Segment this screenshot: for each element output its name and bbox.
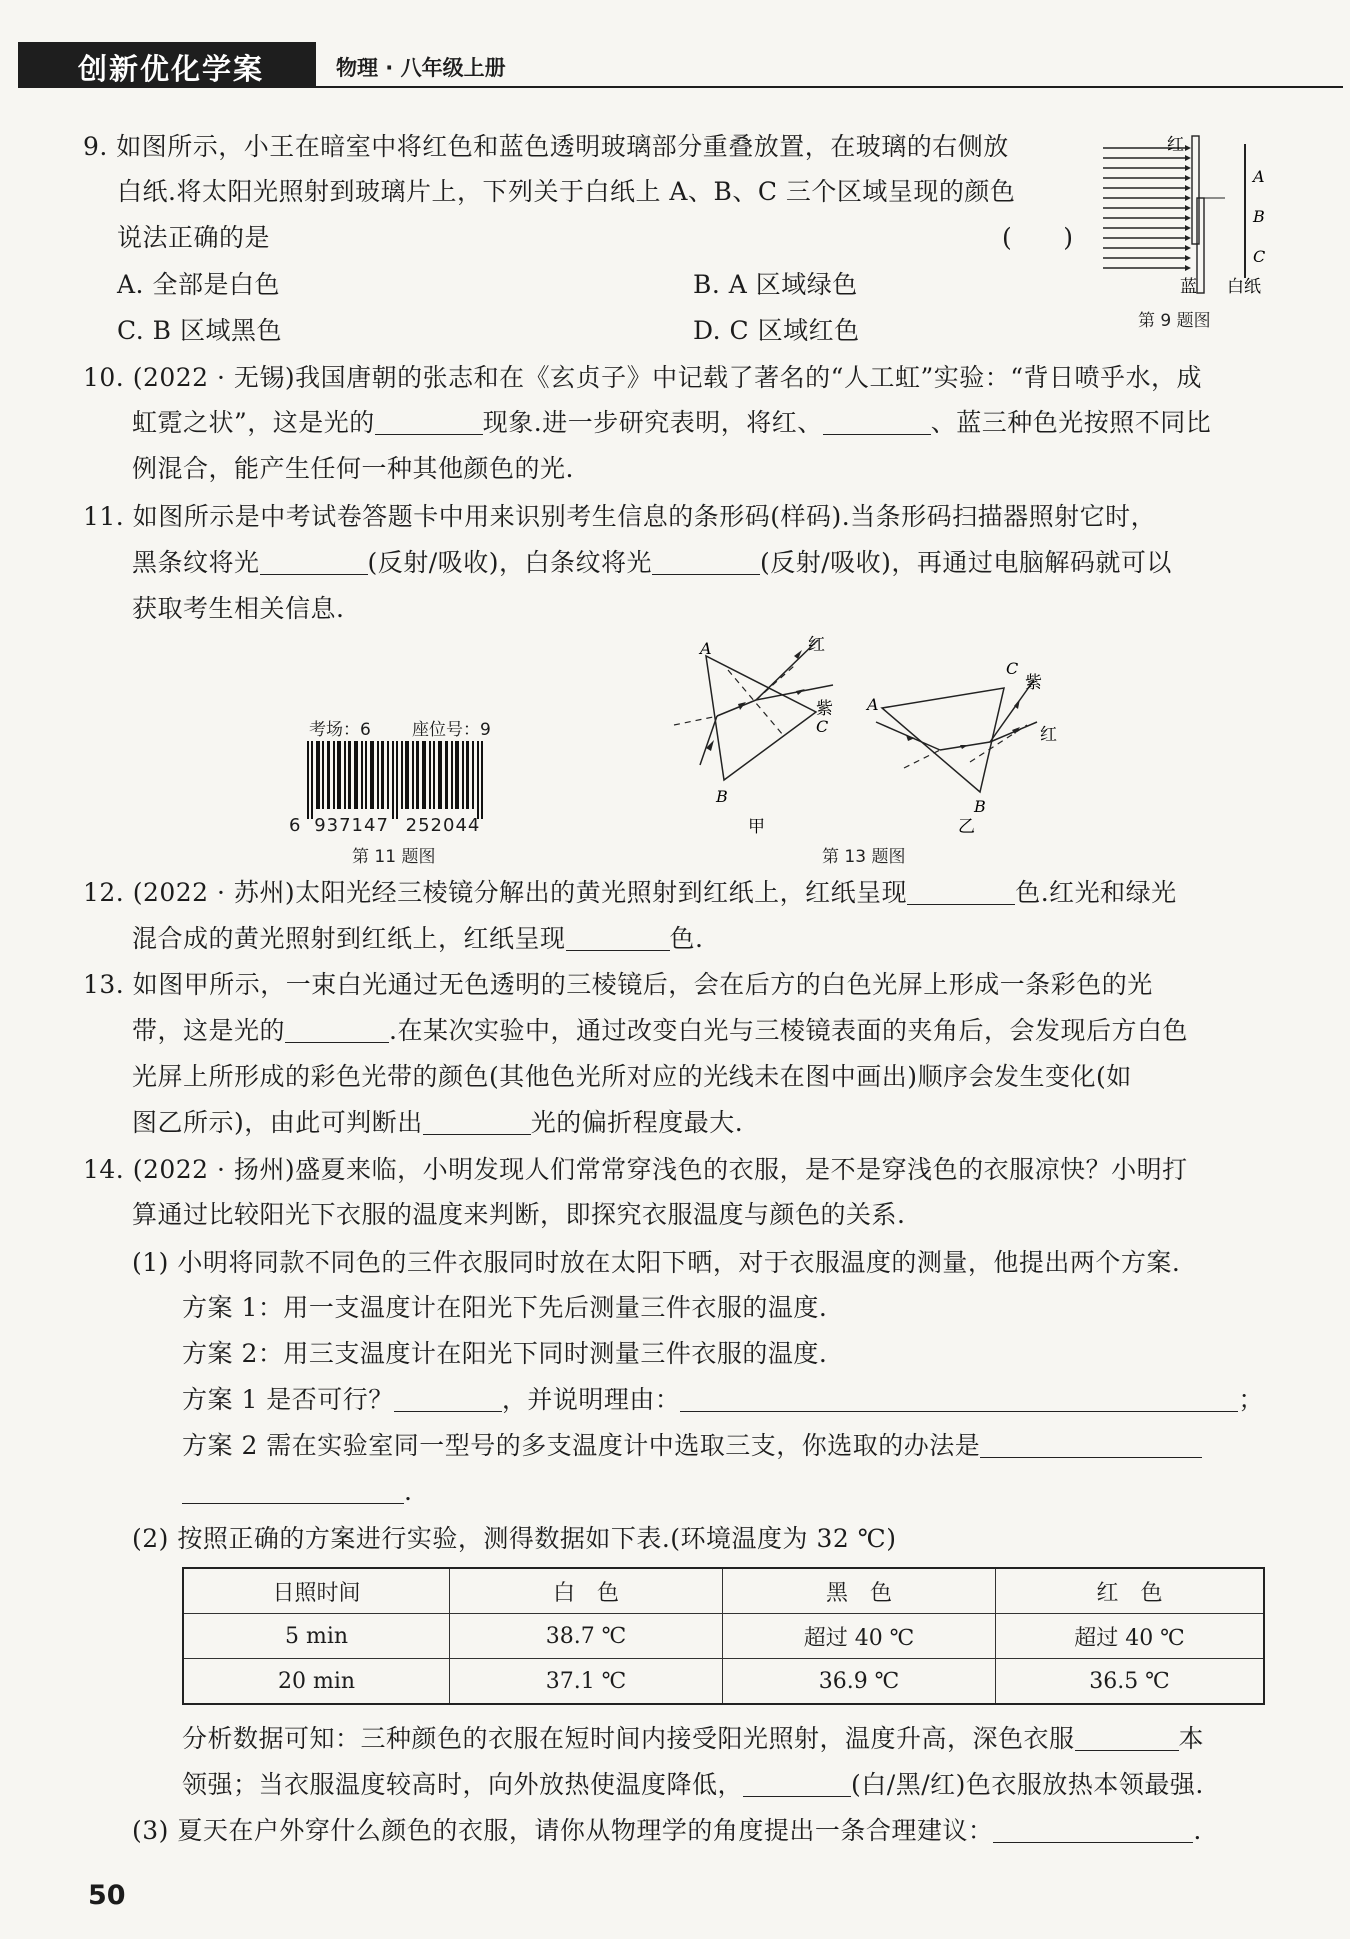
jia-label-purple: 紫	[816, 699, 833, 719]
table-cell: 36.9 ℃	[723, 1659, 996, 1705]
table-row	[183, 1659, 1264, 1705]
q9-label-red: 红	[1167, 135, 1184, 155]
header-rule	[316, 86, 1343, 88]
table-header-cell: 白 色	[450, 1568, 723, 1614]
q10-blank-2[interactable]	[823, 408, 931, 435]
page-number: 50	[88, 1880, 126, 1911]
q14-ask1-text-b: ，并说明理由：	[501, 1385, 681, 1414]
q10-blank-1[interactable]	[375, 408, 483, 435]
q14-blank-suggestion[interactable]	[993, 1816, 1193, 1843]
q14-ask-2	[182, 1429, 1202, 1463]
header-brand: 创新优化学案	[78, 52, 265, 86]
q10-line-2	[132, 406, 1211, 440]
q9-option-a[interactable]: A. 全部是白色	[117, 270, 280, 299]
yi-label-a: A	[867, 695, 879, 714]
barcode-seat: 座位号：9	[412, 720, 491, 740]
q10-line-3: 例混合，能产生任何一种其他颜色的光.	[132, 454, 574, 483]
q9-line-3: 说法正确的是	[117, 223, 271, 252]
q9-option-c[interactable]: C. B 区域黑色	[117, 316, 282, 345]
q11-blank-2[interactable]	[652, 548, 760, 575]
q12-text-a: 12. (2022 · 苏州)太阳光经三棱镜分解出的黄光照射到红纸上，红纸呈现	[83, 878, 908, 907]
q11-figure-caption: 第 11 题图	[352, 847, 436, 867]
q14-blank-reason[interactable]	[680, 1385, 1238, 1412]
q14-blank-feasible[interactable]	[394, 1385, 502, 1412]
table-cell: 36.5 ℃	[996, 1659, 1265, 1705]
q9-label-a: A	[1253, 167, 1265, 186]
jia-name: 甲	[748, 817, 765, 837]
q13-blank-2[interactable]	[423, 1108, 531, 1135]
q9-line-1: 9. 如图所示，小王在暗室中将红色和蓝色透明玻璃部分重叠放置，在玻璃的右侧放	[83, 132, 1009, 161]
jia-label-c: C	[816, 717, 829, 736]
q14-ask2-end: .	[404, 1477, 413, 1506]
q9-figure-caption: 第 9 题图	[1138, 311, 1211, 331]
q13-figure-caption: 第 13 题图	[822, 847, 906, 867]
barcode-digit-first: 6	[289, 815, 302, 836]
q9-answer-bracket[interactable]: ( )	[1002, 223, 1074, 252]
q14-part-1: (1) 小明将同款不同色的三件衣服同时放在太阳下晒，对于衣服温度的测量，他提出两个方案.	[132, 1248, 1181, 1277]
table-header-cell: 红 色	[996, 1568, 1265, 1614]
q9-option-d[interactable]: D. C 区域红色	[693, 316, 860, 345]
q14-part3-end: .	[1193, 1816, 1202, 1845]
q13-line-4	[132, 1106, 743, 1140]
q13-line-2	[132, 1014, 1188, 1048]
q9-figure	[1095, 128, 1285, 308]
q14-plan-2: 方案 2：用三支温度计在阳光下同时测量三件衣服的温度.	[182, 1339, 828, 1368]
q14-part-2: (2) 按照正确的方案进行实验，测得数据如下表.(环境温度为 32 ℃)	[132, 1524, 897, 1553]
q14-analysis-1	[182, 1722, 1204, 1756]
q14-line-2: 算通过比较阳光下衣服的温度来判断，即探究衣服温度与颜色的关系.	[132, 1200, 906, 1229]
table-cell: 超过 40 ℃	[723, 1614, 996, 1659]
q9-label-b: B	[1253, 207, 1265, 226]
table-row	[183, 1614, 1264, 1659]
q14-analysis-text-d: (白/黑/红)色衣服放热本领最强.	[851, 1770, 1204, 1799]
q14-ask-1	[182, 1383, 1264, 1417]
q14-ask-2-cont	[182, 1475, 412, 1509]
q9-line-2: 白纸.将太阳光照射到玻璃片上，下列关于白纸上 A、B、C 三个区域呈现的颜色	[117, 177, 1016, 206]
barcode-digits-mid: 937147	[314, 815, 389, 836]
q11-text-b: (反射/吸收)，白条纹将光	[367, 548, 652, 577]
header-band	[18, 42, 1343, 88]
barcode-digits	[289, 815, 480, 836]
barcode-digits-last: 252044	[405, 815, 481, 836]
yi-label-b: B	[974, 797, 986, 816]
q10-text-b: 现象.进一步研究表明，将红、	[482, 408, 823, 437]
table-cell: 5 min	[183, 1614, 450, 1659]
yi-label-purple: 紫	[1025, 673, 1042, 693]
header-subject: 物理 · 八年级上册	[336, 56, 506, 80]
q9-red-glass	[1192, 136, 1199, 244]
table-cell: 20 min	[183, 1659, 450, 1705]
q13-figure-yi	[862, 650, 1062, 840]
table-header-row	[183, 1568, 1264, 1614]
q13-blank-1[interactable]	[285, 1016, 389, 1043]
barcode-room: 考场：6	[309, 720, 371, 740]
q13-figure-jia	[668, 630, 848, 840]
q13-line-1: 13. 如图甲所示，一束白光通过无色透明的三棱镜后，会在后方的白色光屏上形成一条彩色的光	[83, 970, 1153, 999]
prism-yi	[882, 688, 1004, 792]
q14-ask1-text-a: 方案 1 是否可行？	[182, 1385, 394, 1414]
q14-ask2-text: 方案 2 需在实验室同一型号的多支温度计中选取三支，你选取的办法是	[182, 1431, 981, 1460]
q13-line-3: 光屏上所形成的彩色光带的颜色(其他色光所对应的光线未在图中画出)顺序会发生变化(如	[132, 1062, 1132, 1091]
q9-light-rays	[1103, 148, 1185, 268]
q11-blank-1[interactable]	[260, 548, 368, 575]
q12-blank-2[interactable]	[566, 924, 670, 951]
q12-text-d: 色.	[669, 924, 704, 953]
q14-part3-text: (3) 夏天在户外穿什么颜色的衣服，请你从物理学的角度提出一条合理建议：	[132, 1816, 994, 1845]
q14-blank-method-1[interactable]	[980, 1431, 1202, 1458]
prism-jia	[706, 656, 816, 780]
q11-line-3: 获取考生相关信息.	[132, 594, 345, 623]
q11-text-c: (反射/吸收)，再通过电脑解码就可以	[759, 548, 1172, 577]
q12-line-1	[83, 876, 1177, 910]
table-header-cell: 日照时间	[183, 1568, 450, 1614]
q14-data-table	[182, 1567, 1265, 1705]
q10-line-1: 10. (2022 · 无锡)我国唐朝的张志和在《玄贞子》中记载了著名的“人工虹”实验：“背日喷乎水，成	[83, 363, 1203, 392]
q13-text-c: 图乙所示)，由此可判断出	[132, 1108, 423, 1137]
q14-analysis-2	[182, 1768, 1204, 1802]
q9-label-paper: 白纸	[1227, 277, 1261, 297]
q14-line-1: 14. (2022 · 扬州)盛夏来临，小明发现人们常常穿浅色的衣服，是不是穿浅色的衣服凉快？小明打	[83, 1155, 1188, 1184]
q13-text-a: 带，这是光的	[132, 1016, 286, 1045]
q12-text-c: 混合成的黄光照射到红纸上，红纸呈现	[132, 924, 566, 953]
table-cell: 超过 40 ℃	[996, 1614, 1265, 1659]
q9-label-blue: 蓝	[1180, 277, 1197, 297]
q14-blank-method-2[interactable]	[182, 1477, 404, 1504]
q14-analysis-text-a: 分析数据可知：三种颜色的衣服在短时间内接受阳光照射，温度升高，深色衣服	[182, 1724, 1075, 1753]
yi-label-red: 红	[1040, 725, 1057, 745]
q13-text-d: 光的偏折程度最大.	[530, 1108, 744, 1137]
q10-text-a: 虹霓之状”，这是光的	[132, 408, 375, 437]
q14-plan-1: 方案 1：用一支温度计在阳光下先后测量三件衣服的温度.	[182, 1293, 828, 1322]
yi-label-c: C	[1006, 659, 1019, 678]
q12-blank-1[interactable]	[907, 878, 1015, 905]
table-cell: 37.1 ℃	[450, 1659, 723, 1705]
table-cell: 38.7 ℃	[450, 1614, 723, 1659]
q12-line-2	[132, 922, 703, 956]
q9-blue-glass	[1197, 198, 1204, 293]
q9-label-c: C	[1253, 247, 1266, 266]
q14-blank-absorb[interactable]	[1075, 1724, 1179, 1751]
barcode-bars	[305, 741, 495, 819]
q14-blank-color[interactable]	[743, 1770, 851, 1797]
q14-part-3	[132, 1814, 1202, 1848]
q11-text-a: 黑条纹将光	[132, 548, 260, 577]
yi-name: 乙	[958, 817, 975, 837]
jia-label-red: 红	[808, 635, 825, 655]
q10-text-c: 、蓝三种色光按照不同比	[930, 408, 1212, 437]
q14-analysis-text-c: 领强；当衣服温度较高时，向外放热使温度降低，	[182, 1770, 744, 1799]
table-header-cell: 黑 色	[723, 1568, 996, 1614]
q9-option-b[interactable]: B. A 区域绿色	[693, 270, 858, 299]
q13-text-b: .在某次实验中，通过改变白光与三棱镜表面的夹角后，会发现后方白色	[389, 1016, 1188, 1045]
q14-ask1-text-c: ；	[1238, 1385, 1264, 1414]
q12-text-b: 色.红光和绿光	[1015, 878, 1177, 907]
q11-line-2	[132, 546, 1172, 580]
jia-label-a: A	[700, 639, 712, 658]
q11-line-1: 11. 如图所示是中考试卷答题卡中用来识别考生信息的条形码(样码).当条形码扫描器照射它时，	[83, 502, 1157, 531]
q14-analysis-text-b: 本	[1178, 1724, 1205, 1753]
jia-label-b: B	[716, 787, 728, 806]
